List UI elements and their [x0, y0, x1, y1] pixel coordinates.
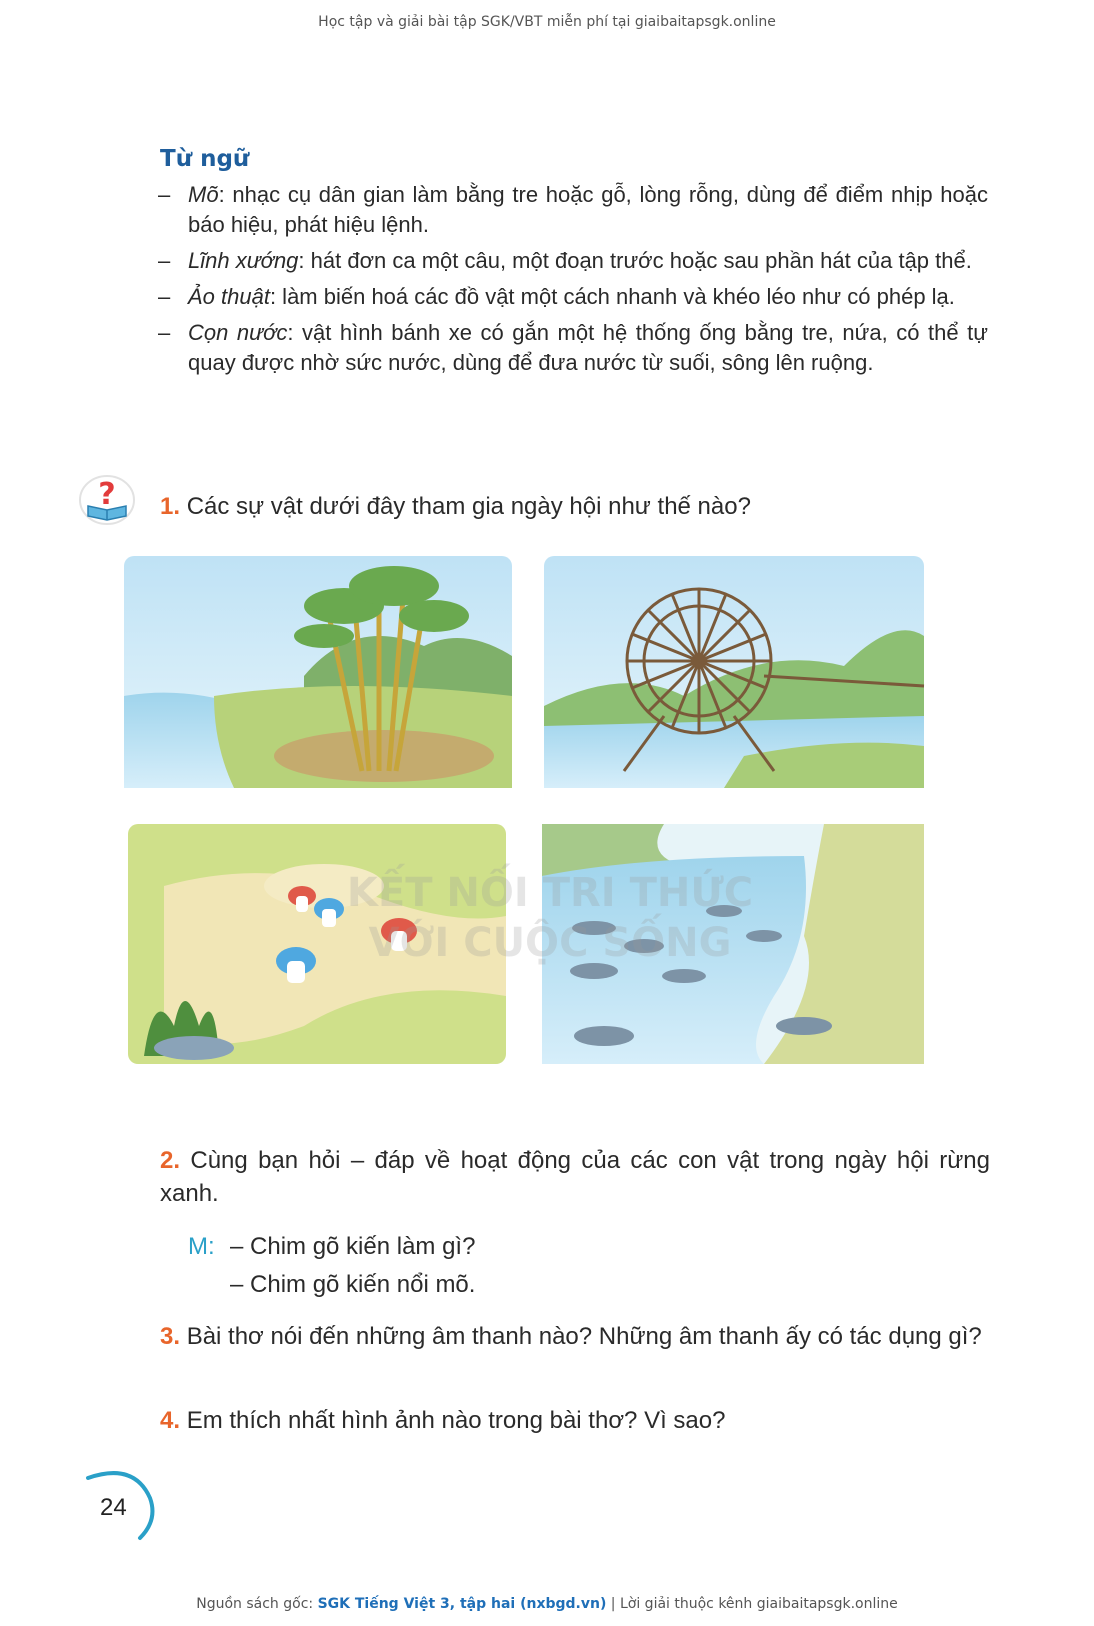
- model-line-1: [188, 1228, 475, 1266]
- model-label: M:: [188, 1233, 215, 1260]
- model-answer: [188, 1228, 475, 1304]
- footer: [0, 1596, 1094, 1612]
- page-number: 24: [100, 1494, 127, 1521]
- svg-text:?: ?: [98, 477, 116, 512]
- model-answer-line: – Chim gõ kiến nổi mõ.: [230, 1271, 476, 1298]
- question-number: 3.: [160, 1323, 181, 1350]
- header-note: Học tập và giải bài tập SGK/VBT miễn phí tại giaibaitapsgk.online: [318, 14, 776, 30]
- footer-prefix: Nguồn sách gốc:: [196, 1596, 318, 1612]
- vocab-definition: : vật hình bánh xe có gắn một hệ thống ống bằng tre, nứa, có thể tự quay được nhờ sức nước, dùng để đưa nước từ suối, sông lên ruộng.: [188, 320, 988, 375]
- question-4: [160, 1404, 990, 1437]
- vocab-item: [158, 282, 988, 312]
- question-text: Bài thơ nói đến những âm thanh nào? Những âm thanh ấy có tác dụng gì?: [186, 1323, 982, 1350]
- list-dash: –: [158, 284, 171, 309]
- vocab-term: Ảo thuật: [188, 284, 270, 309]
- vocab-title: Từ ngữ: [160, 146, 250, 172]
- question-number: 1.: [160, 493, 181, 520]
- question-1: [160, 490, 990, 523]
- vocab-term: Lĩnh xướng: [188, 248, 299, 273]
- watermark: [347, 862, 753, 966]
- question-2: [160, 1144, 990, 1210]
- question-text: Em thích nhất hình ảnh nào trong bài thơ? Vì sao?: [186, 1407, 726, 1434]
- question-text: Cùng bạn hỏi – đáp về hoạt động của các con vật trong ngày hội rừng xanh.: [160, 1147, 990, 1207]
- vocab-definition: : hát đơn ca một câu, một đoạn trước hoặc sau phần hát của tập thể.: [298, 248, 972, 273]
- bamboo-scene: [124, 556, 512, 788]
- question-number: 4.: [160, 1407, 181, 1434]
- vocab-list: [158, 180, 988, 384]
- footer-suffix: | Lời giải thuộc kênh giaibaitapsgk.online: [606, 1596, 898, 1612]
- vocab-item: [158, 246, 988, 276]
- question-number: 2.: [160, 1147, 181, 1174]
- vocab-definition: : làm biến hoá các đồ vật một cách nhanh và khéo léo như có phép lạ.: [269, 284, 955, 309]
- watermark-line-2: VỚI CUỘC SỐNG: [368, 920, 732, 966]
- vocab-definition: : nhạc cụ dân gian làm bằng tre hoặc gỗ, lòng rỗng, dùng để điểm nhịp hoặc báo hiệu, phát hiệu lệnh.: [188, 182, 988, 237]
- vocab-item: [158, 180, 988, 240]
- water-wheel-scene: [544, 556, 924, 788]
- list-dash: –: [158, 248, 171, 273]
- question-book-icon: [78, 470, 136, 526]
- question-text: Các sự vật dưới đây tham gia ngày hội như thế nào?: [186, 493, 751, 520]
- list-dash: –: [158, 182, 171, 207]
- model-question: – Chim gõ kiến làm gì?: [230, 1233, 476, 1260]
- footer-source-link[interactable]: SGK Tiếng Việt 3, tập hai (nxbgd.vn): [317, 1596, 607, 1612]
- watermark-line-1: KẾT NỐI TRI THỨC: [346, 870, 754, 916]
- vocab-term: Cọn nước: [188, 320, 288, 345]
- vocab-item: [158, 318, 988, 378]
- vocab-term: Mõ: [188, 182, 219, 207]
- question-3: [160, 1320, 990, 1353]
- list-dash: –: [158, 320, 171, 345]
- illustration-panels: [124, 556, 976, 1116]
